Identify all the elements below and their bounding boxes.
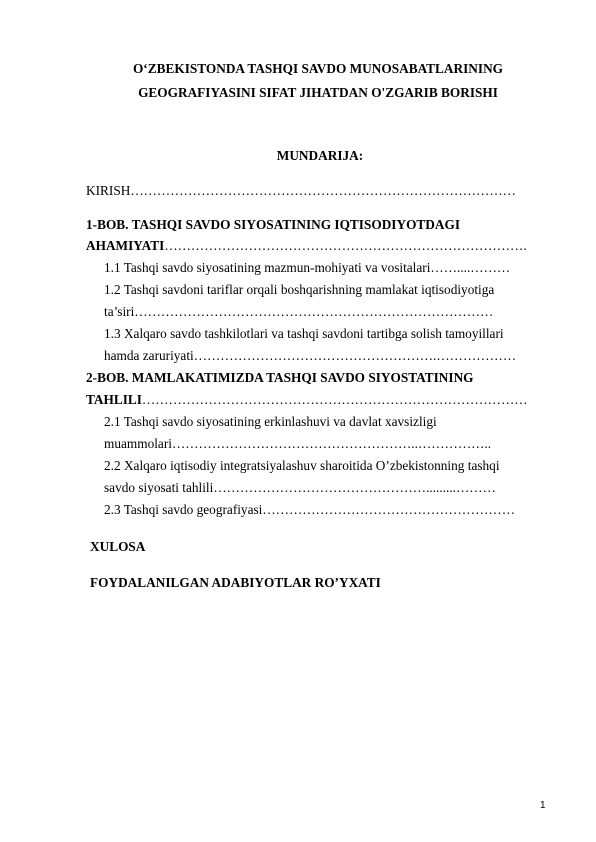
toc-chapter-1-line-2 <box>86 236 527 256</box>
toc-section-2-2-line-1: 2.2 Xalqaro iqtisodiy integratsiyalashuv sharoitida O’zbekistonning tashqi <box>104 458 500 473</box>
contents-heading: MUNDARIJA: <box>276 148 364 163</box>
toc-section-1-2-line-2: ta’siri……………………………………………………………………… <box>104 304 494 319</box>
toc-section-2-1-line-1: 2.1 Tashqi savdo siyosatining erkinlashuvi va davlat xavsizligi <box>104 414 437 429</box>
page-number: 1 <box>540 800 546 811</box>
toc-chapter-2-line-2 <box>86 390 528 410</box>
toc-chapter-1-title-end: AHAMIYATI <box>86 238 165 253</box>
toc-chapter-2-title-end: TAHLILI <box>86 392 142 407</box>
title-line-2: GEOGRAFIYASINI SIFAT JIHATDAN O'ZGARIB BORISHI <box>138 85 498 100</box>
toc-section-1-2-line-1: 1.2 Tashqi savdoni tariflar orqali boshqarishning mamlakat iqtisodiyotiga <box>104 282 495 297</box>
document-title <box>60 57 576 105</box>
toc-chapter-1-dots: ………………………………………………………………………. <box>164 238 527 253</box>
toc-chapter-1-line-1: 1-BOB. TASHQI SAVDO SIYOSATINING IQTISODIYOTDAGI <box>86 217 461 232</box>
title-line-1: O‘ZBEKISTONDA TASHQI SAVDO MUNOSABATLARINING <box>132 61 504 76</box>
toc-section-1-3-line-2: hamda zaruriyati……………………………………………….……………… <box>104 348 517 363</box>
toc-section-1-1: 1.1 Tashqi savdo siyosatining mazmun-mohiyati va vositalari……....……… <box>104 260 511 275</box>
toc-chapter-2-line-1: 2-BOB. MAMLAKATIMIZDA TASHQI SAVDO SIYOSTATINING <box>86 370 474 385</box>
toc-references: FOYDALANILGAN ADABIYOTLAR RO’YXATI <box>90 575 381 590</box>
toc-section-2-2-line-2: savdo siyosati tahlili………………………………………….........……… <box>104 480 496 495</box>
toc-chapter-2-dots: …………………………………………………………………………… <box>141 392 528 407</box>
toc-intro: KIRISH…………………………………………………………………………… <box>86 183 516 198</box>
toc-section-2-1-line-2: muammolari………………………………………………..…………….. <box>104 436 492 451</box>
toc-section-1-3-line-1: 1.3 Xalqaro savdo tashkilotlari va tashqi savdoni tartibga solish tamoyillari <box>104 326 504 341</box>
toc-section-2-3: 2.3 Tashqi savdo geografiyasi………………………………………………… <box>104 502 515 517</box>
toc-conclusion: XULOSA <box>90 539 146 554</box>
